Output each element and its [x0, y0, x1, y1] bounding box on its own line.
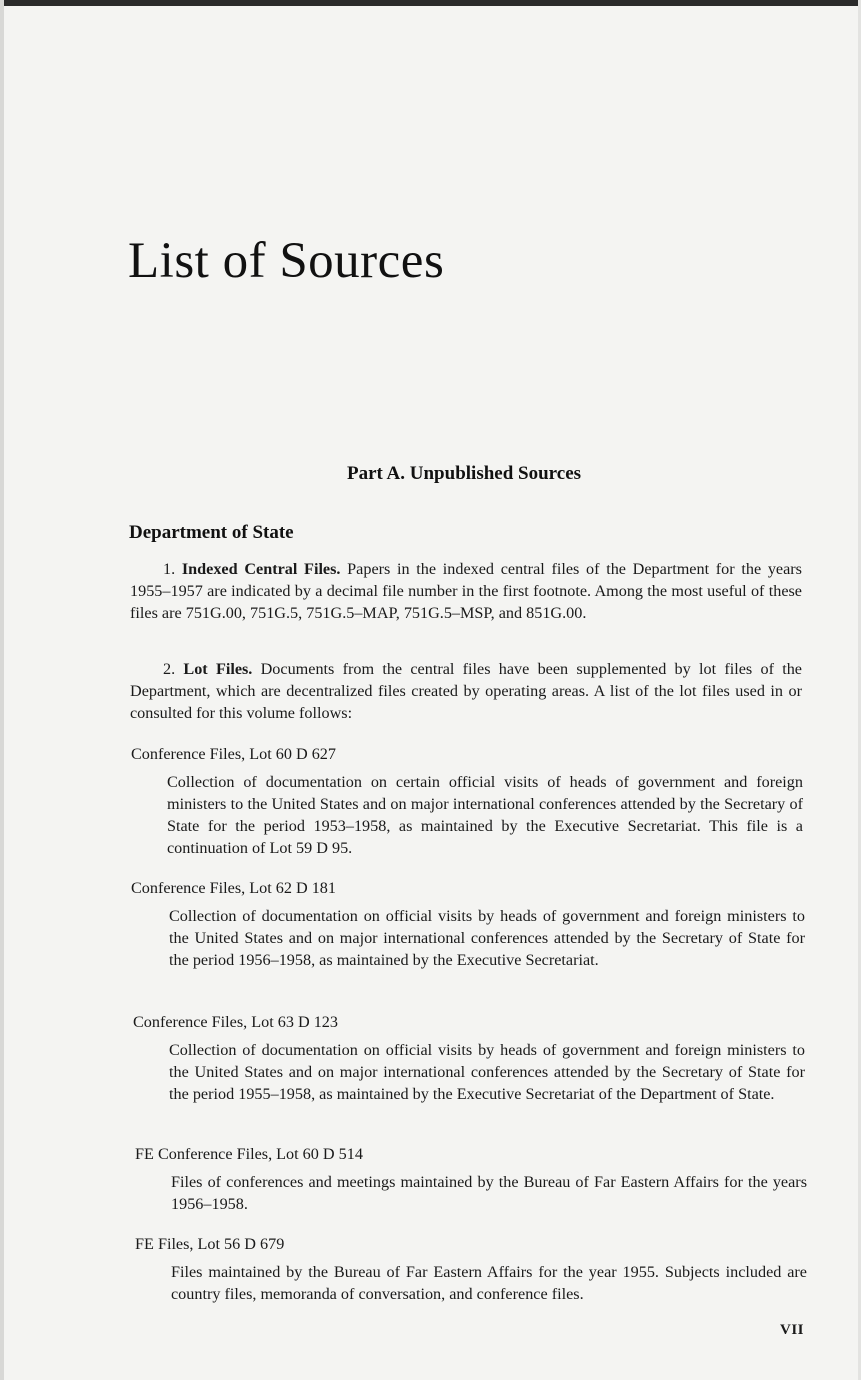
- paragraph-text: Papers in the indexed central files of the Department for the years 1955–1957 are indicated by a decimal file number in the first footnote. Among the most useful of these files are 751G.00, 751G.5, 751G.5–MAP, 751G.5–MSP, and 851G.00.: [130, 560, 802, 622]
- lot-file-description: Collection of documentation on official visits by heads of government and foreign ministers to the United States and on major international conferences attended by the Secretary of State for the period 1955–1958, as maintained by the Executive Secretariat of the Department of State.: [169, 1041, 805, 1103]
- paragraph-run-in-heading: Lot Files.: [183, 660, 253, 678]
- page-top-edge: [0, 0, 861, 6]
- page-number: VII: [779, 1322, 804, 1338]
- page-title: List of Sources: [128, 233, 445, 289]
- part-a-heading: Part A. Unpublished Sources: [346, 463, 582, 484]
- lot-file-title: Conference Files, Lot 60 D 627: [131, 745, 336, 763]
- paragraph-number: 2.: [163, 660, 184, 678]
- lot-file-title: FE Conference Files, Lot 60 D 514: [135, 1145, 363, 1163]
- paragraph-text: Documents from the central files have been supplemented by lot files of the Department, which are decentralized files created by operating areas. A list of the lot files used in or consulted for this volume follows:: [130, 660, 802, 722]
- lot-file-description: Collection of documentation on official visits by heads of government and foreign ministers to the United States and on major international conferences attended by the Secretary of State for the period 1956–1958, as maintained by the Executive Secretariat.: [169, 907, 805, 969]
- paragraph-number: 1.: [163, 560, 182, 578]
- lot-file-description: Collection of documentation on certain official visits of heads of government and foreign ministers to the United States and on major international conferences attended by the Secretary of State for the period 1953–1958, as maintained by the Executive Secretariat. This file is a continuation of Lot 59 D 95.: [167, 773, 803, 857]
- lot-file-title: Conference Files, Lot 63 D 123: [133, 1013, 338, 1031]
- lot-file-title: Conference Files, Lot 62 D 181: [131, 879, 336, 897]
- department-of-state-heading: Department of State: [129, 522, 294, 543]
- paragraph-run-in-heading: Indexed Central Files.: [181, 560, 341, 578]
- page-left-edge: [0, 0, 4, 1380]
- lot-file-description: Files maintained by the Bureau of Far Eastern Affairs for the year 1955. Subjects included are country files, memoranda of conversation, and conference files.: [171, 1263, 807, 1303]
- lot-file-description: Files of conferences and meetings maintained by the Bureau of Far Eastern Affairs for the years 1956–1958.: [171, 1173, 807, 1213]
- indexed-central-files-paragraph: [130, 558, 802, 624]
- lot-file-title: FE Files, Lot 56 D 679: [135, 1235, 285, 1253]
- lot-files-paragraph: [130, 658, 802, 724]
